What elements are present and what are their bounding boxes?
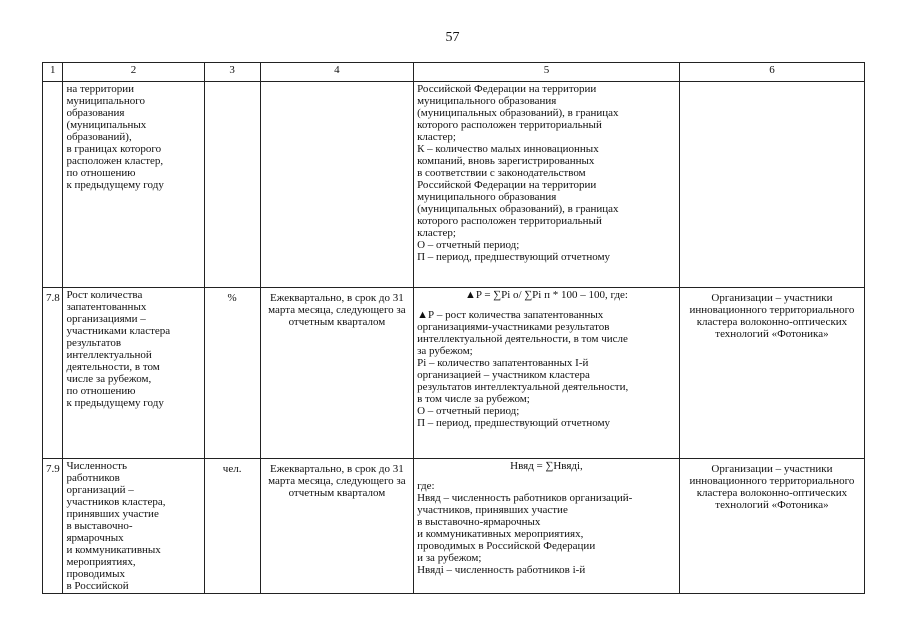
method-line: результатов интеллектуальной деятельности, — [417, 381, 629, 393]
indicator-name-line: к предыдущему году — [66, 397, 164, 409]
unit-cell — [204, 82, 260, 288]
responsible-organization: Организации – участники инновационного территориального кластера волоконно-оптических технологий «Фотоника» — [689, 463, 855, 511]
method-line: муниципального образования — [417, 191, 557, 203]
indicators-table — [42, 62, 865, 594]
method-line: К – количество малых инновационных — [417, 143, 599, 155]
organization-cell — [679, 82, 864, 288]
method-line: которого расположен территориальный — [417, 119, 602, 131]
indicator-name-line: по отношению — [66, 385, 136, 397]
method-cell — [414, 82, 680, 288]
indicator-number: 7.8 — [46, 292, 60, 304]
table-row — [43, 82, 865, 288]
header-col-3: 3 — [204, 63, 260, 82]
indicator-name-line: интеллектуальной — [66, 349, 152, 361]
method-line: муниципального образования — [417, 95, 557, 107]
header-col-1: 1 — [43, 63, 63, 82]
indicator-name-cell — [63, 459, 204, 594]
indicator-name-line: ярмарочных — [66, 532, 124, 544]
method-line: интеллектуальной деятельности, в том числе — [417, 333, 628, 345]
indicator-name-line: принявших участие — [66, 508, 159, 520]
reporting-period: Ежеквартально, в срок до 31 марта месяца, следующего за отчетным кварталом — [268, 292, 406, 328]
indicator-name-cell — [63, 288, 204, 459]
method-line: где: — [417, 480, 435, 492]
indicator-name-cell — [63, 82, 204, 288]
method-line: Pi – количество запатентованных I-й — [417, 357, 589, 369]
method-cell — [414, 288, 680, 459]
unit-cell — [204, 288, 260, 459]
method-line: П – период, предшествующий отчетному — [417, 417, 611, 429]
indicator-name-line: проводимых — [66, 568, 125, 580]
unit-cell — [204, 459, 260, 594]
method-line: (муниципальных образований), в границах — [417, 107, 619, 119]
responsible-organization: Организации – участники инновационного территориального кластера волоконно-оптических технологий «Фотоника» — [689, 292, 855, 340]
indicator-name-line: мероприятиях, — [66, 556, 136, 568]
table-row — [43, 459, 865, 594]
method-line: О – отчетный период; — [417, 239, 520, 251]
indicator-number-cell — [43, 288, 63, 459]
header-col-4: 4 — [260, 63, 413, 82]
indicator-name-line: (муниципальных — [66, 119, 147, 131]
indicator-name-line: расположен кластер, — [66, 155, 164, 167]
period-cell — [260, 459, 413, 594]
indicator-name-line: к предыдущему году — [66, 179, 164, 191]
indicator-name-line: числе за рубежом, — [66, 373, 152, 385]
method-line: организациями-участниками результатов — [417, 321, 610, 333]
header-col-6: 6 — [679, 63, 864, 82]
indicator-name-line: по отношению — [66, 167, 136, 179]
method-line: Нвядi – численность работников i-й — [417, 564, 586, 576]
method-line: ▲Р – рост количества запатентованных — [417, 309, 604, 321]
indicator-name-line: в Российской — [66, 580, 129, 592]
indicator-name-line: организациями – — [66, 313, 146, 325]
method-line: в соответствии с законодательством — [417, 167, 586, 179]
indicator-name-line: Рост количества — [66, 289, 143, 301]
method-line: и за рубежом; — [417, 552, 482, 564]
indicator-name-line: участников кластера, — [66, 496, 166, 508]
indicator-name-line: участниками кластера — [66, 325, 171, 337]
indicator-number-cell — [43, 459, 63, 594]
indicator-name-line: и коммуникативных — [66, 544, 161, 556]
header-col-2: 2 — [63, 63, 204, 82]
method-line: (муниципальных образований), в границах — [417, 203, 619, 215]
indicator-name-line: Численность — [66, 460, 127, 472]
unit-value: % — [227, 292, 237, 304]
formula: ▲P = ∑Pi о/ ∑Pi п * 100 – 100, где: — [464, 289, 628, 301]
indicator-name-line: образований), — [66, 131, 132, 143]
indicator-name-line: муниципального — [66, 95, 145, 107]
method-line: О – отчетный период; — [417, 405, 520, 417]
method-line: проводимых в Российской Федерации — [417, 540, 596, 552]
indicator-name-line: организаций – — [66, 484, 134, 496]
method-line: за рубежом; — [417, 345, 473, 357]
period-cell — [260, 288, 413, 459]
organization-cell — [679, 288, 864, 459]
indicator-name-line: на территории — [66, 83, 134, 95]
indicator-number: 7.9 — [46, 463, 60, 475]
reporting-period: Ежеквартально, в срок до 31 марта месяца, следующего за отчетным кварталом — [268, 463, 406, 499]
method-line: компаний, вновь зарегистрированных — [417, 155, 595, 167]
page-number: 57 — [445, 30, 460, 45]
period-cell — [260, 82, 413, 288]
indicator-name-line: в границах которого — [66, 143, 162, 155]
unit-value: чел. — [222, 463, 242, 475]
method-line: в выставочно-ярмарочных — [417, 516, 541, 528]
header-row — [43, 63, 865, 82]
indicator-name-line: в выставочно- — [66, 520, 133, 532]
method-line: Российской Федерации на территории — [417, 83, 597, 95]
method-cell — [414, 459, 680, 594]
indicator-number-cell — [43, 82, 63, 288]
table-row — [43, 288, 865, 459]
indicator-name-line: деятельности, в том — [66, 361, 160, 373]
method-line: участников, принявших участие — [417, 504, 568, 516]
method-line: и коммуникативных мероприятиях, — [417, 528, 584, 540]
formula: Нвяд = ∑Нвядi, — [510, 460, 583, 472]
indicator-name-line: работников — [66, 472, 120, 484]
method-line: кластер; — [417, 131, 456, 143]
method-line: которого расположен территориальный — [417, 215, 602, 227]
header-col-5: 5 — [414, 63, 680, 82]
method-line: Нвяд – численность работников организаций- — [417, 492, 633, 504]
indicator-name-line: результатов — [66, 337, 122, 349]
method-line: Российской Федерации на территории — [417, 179, 597, 191]
organization-cell — [679, 459, 864, 594]
indicator-name-line: образования — [66, 107, 125, 119]
method-line: П – период, предшествующий отчетному — [417, 251, 611, 263]
method-line: организацией – участником кластера — [417, 369, 590, 381]
indicator-name-line: запатентованных — [66, 301, 147, 313]
method-line: кластер; — [417, 227, 456, 239]
method-line: в том числе за рубежом; — [417, 393, 530, 405]
